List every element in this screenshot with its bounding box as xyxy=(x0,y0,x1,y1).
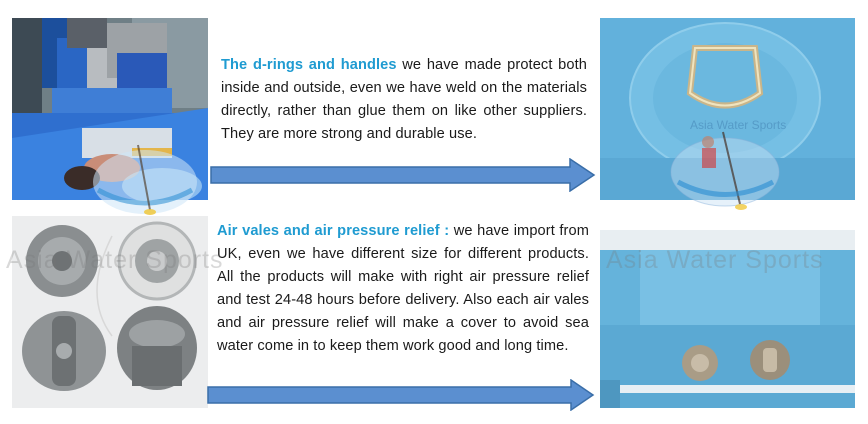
air-valves-body: we have import from UK, even we have different size for different products. All the products will make with right air pressure relief and test 24-48 hours before delivery. Also each air vales and air pressure relief will make a cover to avoid sea water come in to keep them work good and long time. xyxy=(217,223,589,354)
tube-valves-photo xyxy=(600,230,855,408)
paddleboard-logo-icon xyxy=(668,112,783,212)
d-rings-description xyxy=(221,54,587,146)
watermark-left: Asia Water Sports xyxy=(6,246,224,274)
bottom-right-arrow-icon xyxy=(207,379,595,411)
d-rings-body: we have made protect both inside and outside, even we have weld on the materials directly, rather than glue them on like other suppliers. They are more strong and durable use. xyxy=(221,57,587,142)
air-valves-photo xyxy=(12,216,208,408)
logo-text-watermark: Asia Water Sports xyxy=(690,118,787,132)
d-rings-heading: The d-rings and handles xyxy=(221,57,397,73)
watermark-right: Asia Water Sports xyxy=(606,246,824,274)
top-right-arrow-icon xyxy=(210,158,596,192)
air-valves-description xyxy=(217,220,589,358)
air-valves-heading: Air vales and air pressure relief : xyxy=(217,223,450,239)
paddleboard-logo-icon xyxy=(90,120,200,220)
